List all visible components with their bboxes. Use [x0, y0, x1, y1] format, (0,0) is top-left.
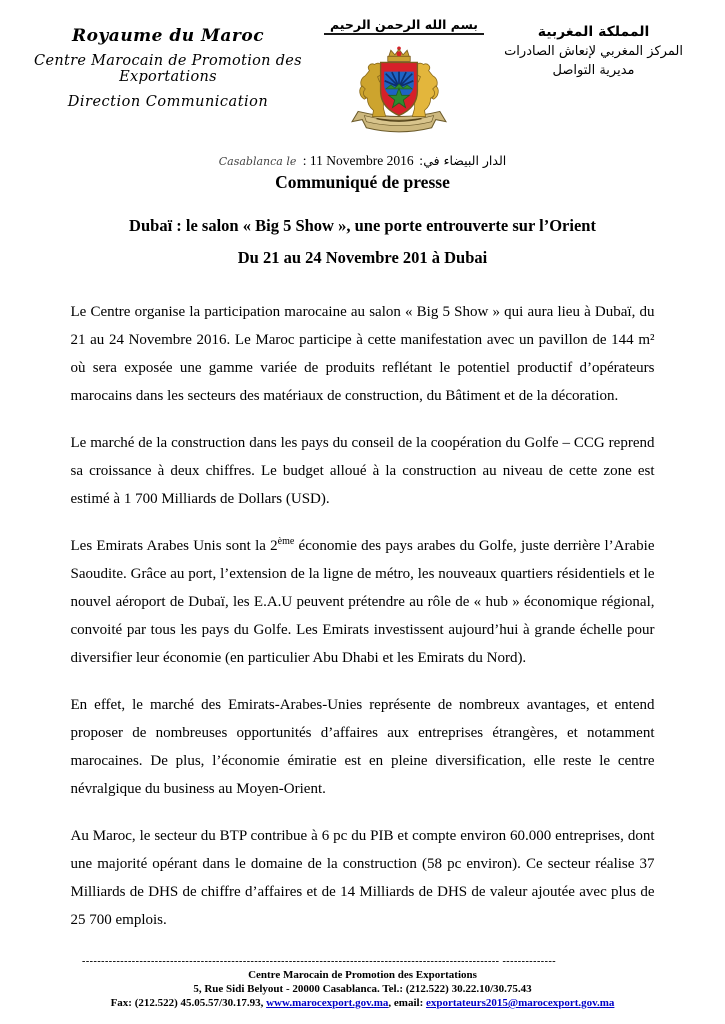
document-title [0, 210, 725, 274]
dateline-arabic: الدار البيضاء في: [418, 153, 507, 168]
footer-org-name: Centre Marocain de Promotion des Exportations [248, 969, 477, 981]
footer-dashed-separator: ------------------------------------------------------------------------------------------------------------- -------------- [82, 957, 557, 967]
title-line-2: Du 21 au 24 Novembre 201 à Dubai [237, 248, 488, 267]
footer-email-link[interactable]: exportateurs2015@marocexport.gov.ma [425, 997, 615, 1009]
dateline [0, 153, 725, 169]
paragraph-4: En effet, le marché des Emirats-Arabes-Unies représente de nombreux avantages, et entend proposer de nombreuses opportunités d’affaires aux entreprises étrangères, et notamment marocaines. De plus, l’économie émiratie est en pleine diversification, elle reste le centre névralgique du business au Moyen-Orient. [70, 697, 655, 797]
org-name-french: Centre Marocain de Promotion des Exportations [34, 53, 302, 85]
header-emblem-block [324, 14, 478, 139]
press-release-label: Communiqué de presse [275, 172, 450, 192]
header-arabic-block [474, 14, 713, 139]
paragraph-3-rest: économie des pays arabes du Golfe, juste derrière l’Arabie Saoudite. Grâce au port, l’extension de la ligne de métro, les nouveaux quartiers résidentiels et le nouvel aéroport de Dubaï, les E.A.U peuvent prétendre au rôle de « hub » économique régional, convoité par tous les pays du Golfe. Les Emirats investissent aujourd’hui à grande échelle pour diversifier leur économie (en particulier Abu Dhabi et les Emirats du Nord). [70, 538, 655, 666]
bismillah-calligraphy: بسم الله الرحمن الرحيم [324, 17, 484, 35]
title-line-1: Dubaï : le salon « Big 5 Show », une porte entrouverte sur l’Orient [129, 216, 596, 235]
direction-communication-label: Direction Communication [67, 94, 269, 110]
kingdom-name-arabic: المملكة المغربية [537, 24, 650, 40]
direction-communication-arabic: مديرية التواصل [552, 63, 635, 78]
header-french-block [12, 14, 324, 139]
footer-fax-label: Fax: (212.522) 45.05.57/30.17.93, [110, 997, 267, 1009]
paragraph-5: Au Maroc, le secteur du BTP contribue à 6 pc du PIB et compte environ 60.000 entreprises, dont une majorité opérant dans le domaine de la construction (58 pc environ). Ce secteur réalise 37 Milliards de DHS de chiffre d’affaires et de 14 Milliards de DHS de valeur ajoutée avec plus de 25 700 emplois. [70, 828, 655, 928]
footer-contact-line [0, 996, 725, 1010]
paragraph-3-ordinal-superscript: ème [277, 536, 295, 547]
paragraph-2: Le marché de la construction dans les pays du conseil de la coopération du Golfe – CCG reprend sa croissance à deux chiffres. Le budget alloué à la construction au niveau de cette zone est estimé à 1 700 Milliards de Dollars (USD). [70, 435, 655, 507]
footer-website-link[interactable]: www.marocexport.gov.ma [266, 997, 389, 1009]
footer-address-line: 5, Rue Sidi Belyout - 20000 Casablanca. Tel.: (212.522) 30.22.10/30.75.43 [193, 983, 532, 995]
dateline-date: : 11 Novembre 2016 [302, 153, 414, 168]
paragraph-1: Le Centre organise la participation marocaine au salon « Big 5 Show » qui aura lieu à Dubaï, du 21 au 24 Novembre 2016. Le Maroc participe à cette manifestation avec un pavillon de 144 m² où sera exposée une gamme variée de produits reflétant le potentiel productif d’opérateurs marocains dans les secteurs des matériaux de construction, du Bâtiment et de la décoration. [70, 304, 655, 404]
dateline-place-script: Casablanca le [218, 155, 297, 168]
coat-of-arms [324, 46, 474, 139]
paragraph-3 [71, 532, 655, 672]
document-footer [0, 957, 725, 1010]
footer-email-label: , email: [388, 997, 426, 1009]
paragraph-3-start: Les Emirats Arabes Unis sont la 2 [70, 538, 278, 554]
document-header [0, 0, 725, 139]
crown-icon [388, 47, 410, 62]
document-body [71, 298, 655, 934]
shield-icon [381, 62, 418, 115]
org-name-arabic: المركز المغربي لإنعاش الصادرات [504, 44, 683, 59]
morocco-coat-of-arms-icon [350, 46, 448, 134]
kingdom-name-french: Royaume du Maroc [71, 26, 265, 46]
